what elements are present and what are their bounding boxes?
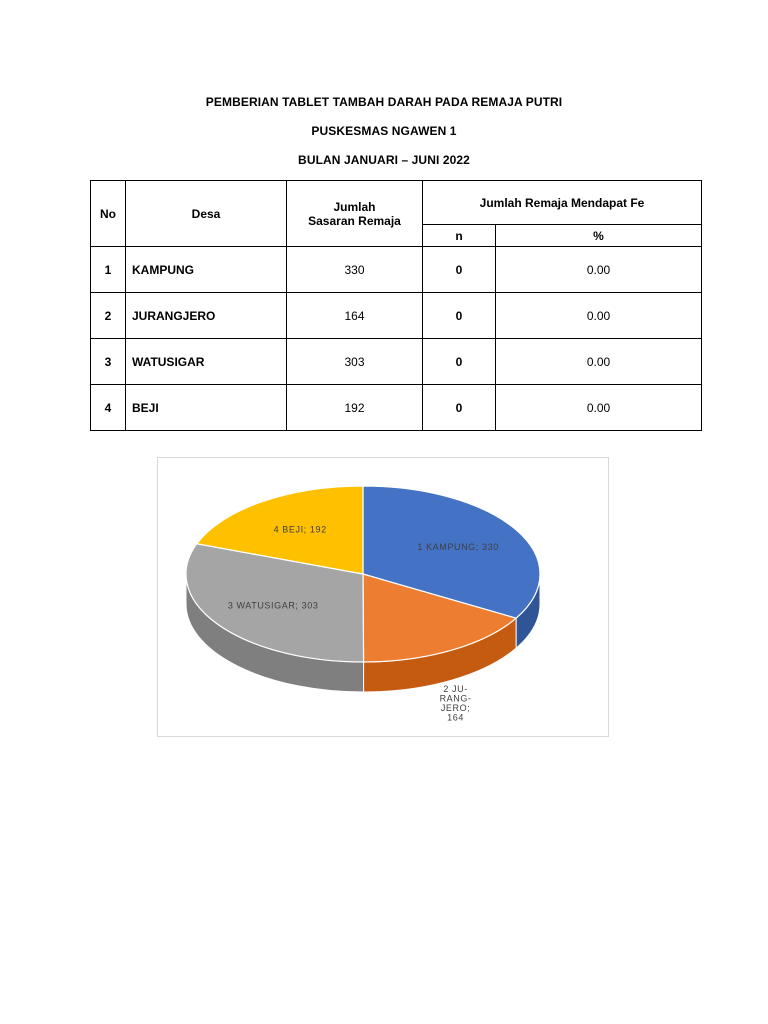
cell-no: 1 — [91, 247, 126, 293]
cell-no: 3 — [91, 339, 126, 385]
pie-label: 3 WATUSIGAR; 303 — [227, 600, 319, 611]
header-n: n — [423, 225, 496, 247]
cell-jumlah: 164 — [287, 293, 423, 339]
cell-pct: 0.00 — [496, 339, 702, 385]
document-title: PEMBERIAN TABLET TAMBAH DARAH PADA REMAJA PUTRI — [205, 95, 563, 109]
cell-pct: 0.00 — [496, 293, 702, 339]
header-desa: Desa — [126, 181, 287, 247]
cell-desa: KAMPUNG — [126, 247, 287, 293]
document-subtitle: PUSKESMAS NGAWEN 1 — [311, 124, 457, 138]
header-jumlah-line2: Sasaran Remaja — [308, 213, 401, 228]
pie-chart-svg — [158, 458, 608, 736]
cell-no: 2 — [91, 293, 126, 339]
cell-jumlah: 192 — [287, 385, 423, 431]
cell-desa: WATUSIGAR — [126, 339, 287, 385]
pie-label: RANG- — [439, 693, 472, 704]
header-pct: % — [496, 225, 702, 247]
cell-n: 0 — [423, 339, 496, 385]
cell-n: 0 — [423, 293, 496, 339]
pie-chart — [157, 457, 609, 737]
document-period: BULAN JANUARI – JUNI 2022 — [298, 153, 470, 167]
cell-n: 0 — [423, 385, 496, 431]
cell-n: 0 — [423, 247, 496, 293]
cell-no: 4 — [91, 385, 126, 431]
data-table — [90, 180, 702, 431]
cell-pct: 0.00 — [496, 385, 702, 431]
pie-label: 164 — [447, 712, 464, 723]
pie-tops — [186, 486, 540, 662]
header-mendapat-fe: Jumlah Remaja Mendapat Fe — [423, 181, 702, 225]
header-jumlah-line1: Jumlah — [333, 199, 376, 214]
cell-desa: JURANGJERO — [126, 293, 287, 339]
pie-label: 4 BEJI; 192 — [273, 524, 327, 535]
pie-label: JERO; — [440, 703, 471, 714]
pie-label: 2 JU- — [443, 684, 468, 695]
header-jumlah — [287, 181, 423, 247]
cell-pct: 0.00 — [496, 247, 702, 293]
cell-jumlah: 330 — [287, 247, 423, 293]
table-row — [91, 247, 702, 293]
cell-desa: BEJI — [126, 385, 287, 431]
table-row — [91, 339, 702, 385]
pie-label: 1 KAMPUNG; 330 — [417, 541, 499, 552]
table-row — [91, 385, 702, 431]
table-row — [91, 293, 702, 339]
cell-jumlah: 303 — [287, 339, 423, 385]
header-no: No — [91, 181, 126, 247]
